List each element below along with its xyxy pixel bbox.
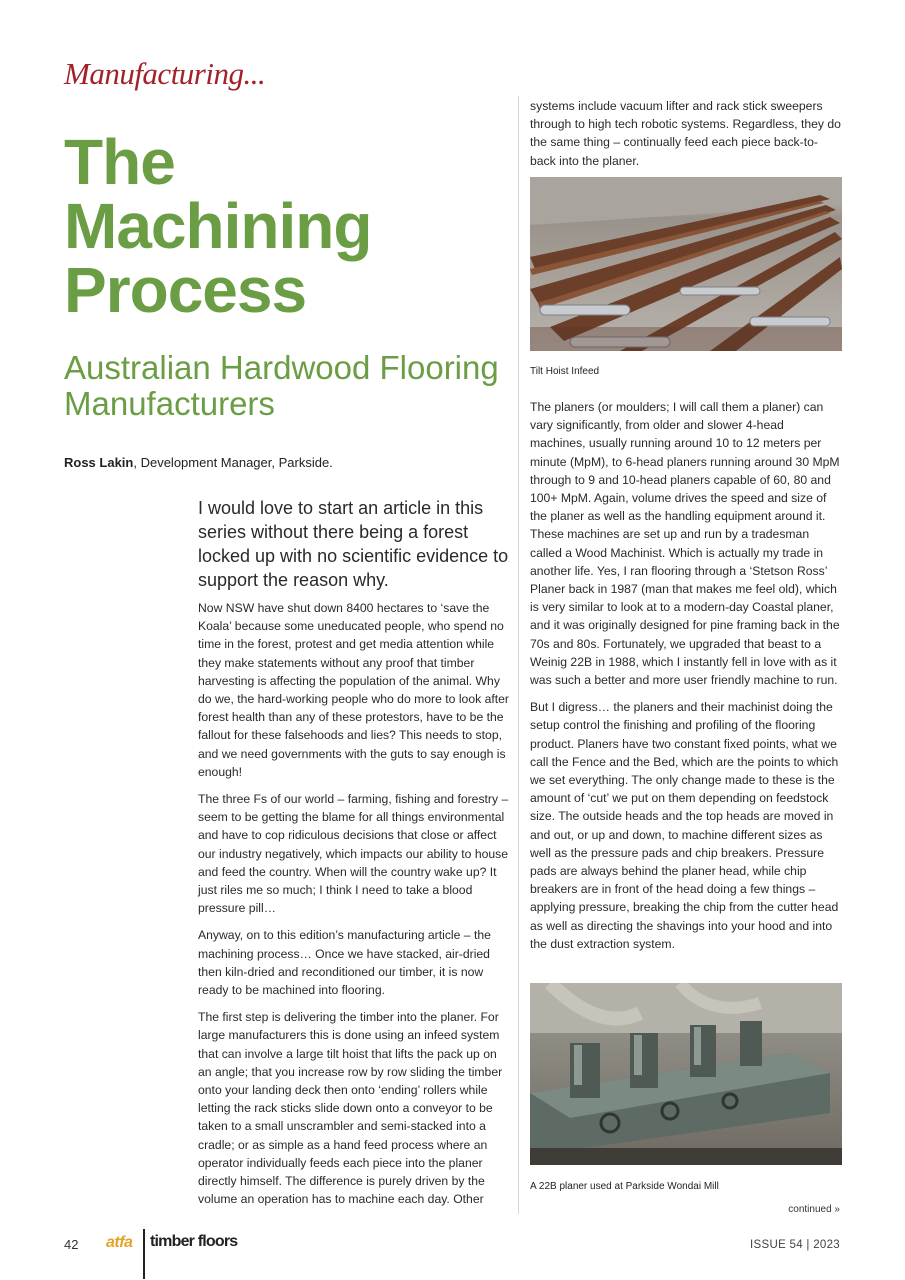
tilt-hoist-photo <box>530 177 842 351</box>
right-column <box>530 398 842 962</box>
body-paragraph: But I digress… the planers and their machinist doing the setup control the finishing and profiling of the flooring product. Planers have two constant fixed points, what we call the Fence and the Bed, which are the points to which we set everything. The only change made to these is the amount of ‘cut’ we put on them depending on feedstock size. The outside heads and the top heads are moved in and out, or up and down, to machine different sizes as well as the pressure pads and chip breakers. Pressure pads are always behind the planer head, while chip breakers are in front of the head doing a few things – applying pressure, breaking the chip from the cutter head as well as directing the shavings into your hood and into the dust extraction system. <box>530 700 839 951</box>
photo-caption: Tilt Hoist Infeed <box>530 366 600 377</box>
body-paragraph: The planers (or moulders; I will call them a planer) can vary significantly, from older and slower 4-head machines, usually running around 10 to 12 meters per minute (MpM), to 6-head planers running around 30 MpM through to 9 and 10-head planers capable of 60, 80 and 100+ MpM. Again, volume drives the speed and size of the planer as well as the handling equipment around it. These machines are set up and run by a tradesman called a Wood Machinist. Which is actually my trade in another life. Yes, I ran flooring through a ‘Stetson Ross’ Planer back in 1987 (man that makes me feel old), which is very similar to look at to a modern-day Coastal planer, and it was originally designed for pine framing back in the 70s and 80s. Fortunately, we upgraded that beast to a Weinig 22B in 1988, which I instantly fell in love with as it was such a better and more user friendly machine to run. <box>530 400 840 688</box>
author-name: Ross Lakin <box>64 455 134 470</box>
atfa-logo: atfa <box>106 1234 133 1251</box>
lead-paragraph: I would love to start an article in this series without there being a forest locked up with no scientific evidence to support the reason why. <box>198 498 509 590</box>
byline <box>64 455 504 470</box>
author-role: , Development Manager, Parkside. <box>133 455 333 470</box>
planer-photo <box>530 983 842 1165</box>
continued-label: continued » <box>788 1204 840 1215</box>
body-paragraph: The first step is delivering the timber into the planer. For large manufacturers this is done using an infeed system that can involve a large tilt hoist that lifts the pack up on an angle; that you increase row by row sliding the timber onto your landing deck then onto ‘ending’ rollers while letting the rack sticks slide down onto a conveyor to be taken to a small unscrambler and semi-stacked into a cradle; or as simple as a hand feed process where an operator individually feeds each piece into the planer directly himself. The difference is purely driven by the volume an operation has to machine each day. Other <box>198 1010 503 1207</box>
photo-caption: A 22B planer used at Parkside Wondai Mill <box>530 1181 719 1192</box>
logo-divider <box>143 1229 145 1279</box>
right-column-top <box>530 97 842 170</box>
body-paragraph: Now NSW have shut down 8400 hectares to ‘save the Koala’ because some uneducated people, who spend no time in the forest, protest and get media attention while they make statements without any proof that timber harvesting is affecting the population of the animal. Why do we, the hard-working people who do more to look after forest health than any of these protestors, have to be the fallout for these falsehoods and lies? This needs to stop, and we need governments with the guts to say enough is enough! <box>198 601 509 779</box>
page-number: 42 <box>64 1237 79 1252</box>
issue-label: ISSUE 54 | 2023 <box>750 1239 840 1251</box>
body-paragraph: systems include vacuum lifter and rack stick sweepers through to high tech robotic systems. Regardless, they do the same thing – continually feed each piece back-to-back into the planer. <box>530 99 841 168</box>
section-label: Manufacturing... <box>64 56 266 91</box>
article-subtitle: Australian Hardwood Flooring Manufacturers <box>64 349 499 422</box>
timber-floors-logo: timber floors <box>150 1233 238 1250</box>
body-paragraph: Anyway, on to this edition’s manufacturing article – the machining process… Once we have stacked, air-dried then kiln-dried and reconditioned our timber, it is now ready to be machined into flooring. <box>198 928 491 998</box>
body-paragraph: The three Fs of our world – farming, fishing and forestry – seem to be getting the blame for all things environmental and have to cop ridiculous decisions that close or affect our industry negatively, which impacts our ability to house and feed the country. When will the country wake up? It just riles me so much; I think I need to take a blood pressure pill… <box>198 792 509 916</box>
column-divider <box>518 96 519 1214</box>
left-column <box>198 599 510 1218</box>
article-title: The Machining Process <box>64 126 372 326</box>
